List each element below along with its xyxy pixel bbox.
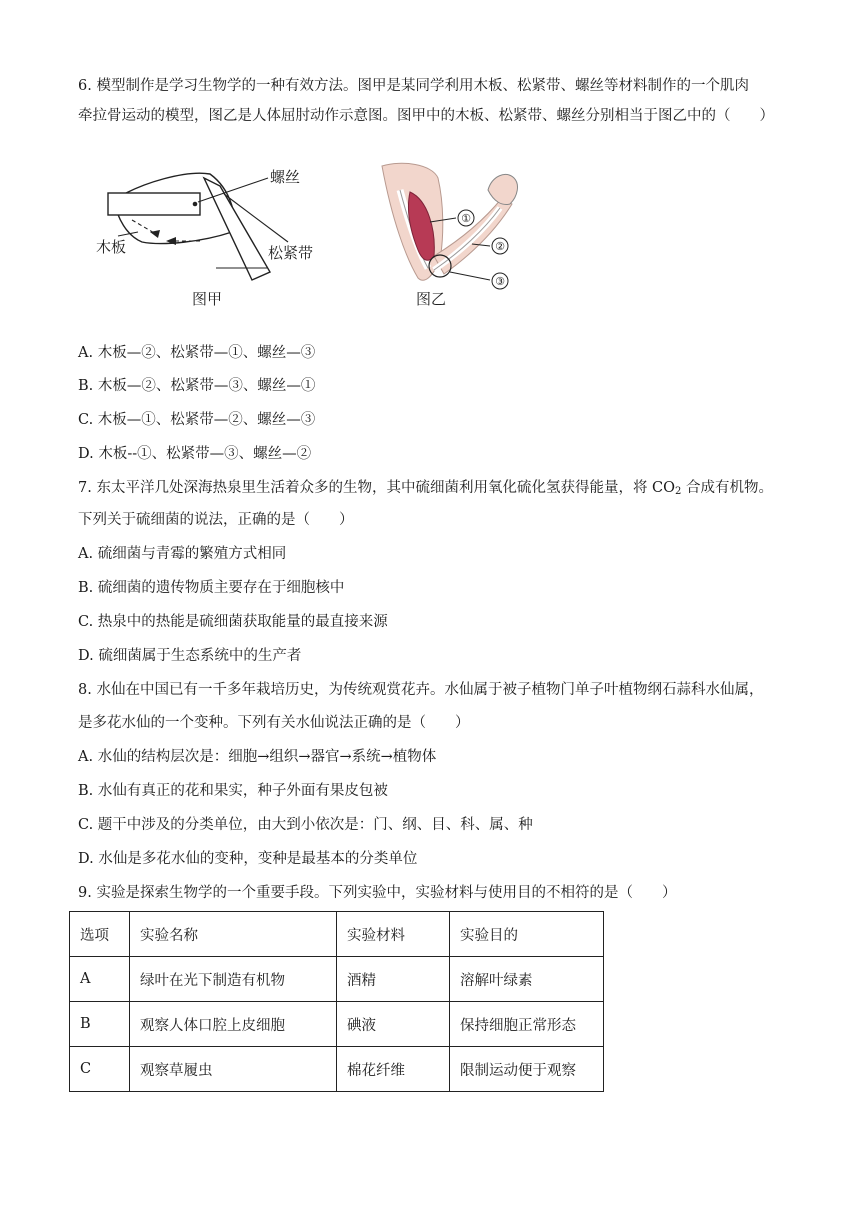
q6-option-d[interactable]: D. 木板--①、松紧带—③、螺丝—② — [78, 446, 312, 462]
q7-stem-line2: 下列关于硫细菌的说法，正确的是（ ） — [78, 512, 354, 528]
table-cell: 观察草履虫 — [130, 1047, 337, 1092]
figure-a-label-board: 木板 — [96, 238, 127, 256]
marker-3: ③ — [495, 275, 505, 288]
table-cell: 保持细胞正常形态 — [450, 1002, 604, 1047]
figure-b-caption: 图乙 — [416, 290, 447, 308]
q6-option-c[interactable]: C. 木板—①、松紧带—②、螺丝—③ — [78, 412, 316, 428]
q6-option-a[interactable]: A. 木板—②、松紧带—①、螺丝—③ — [78, 345, 316, 361]
table-cell: A — [70, 957, 130, 1002]
table-cell: 溶解叶绿素 — [450, 957, 604, 1002]
table-header-row — [70, 912, 604, 957]
q7-option-b[interactable]: B. 硫细菌的遗传物质主要存在于细胞核中 — [78, 580, 345, 596]
screw-dot — [193, 202, 198, 207]
experiment-table — [69, 911, 604, 1092]
figure-a-model — [92, 160, 332, 310]
board-diagonal — [204, 178, 270, 280]
table-header: 实验材料 — [337, 912, 450, 957]
figure-a-label-screw: 螺丝 — [270, 168, 301, 186]
q8-stem-line2: 是多花水仙的一个变种。下列有关水仙说法正确的是（ ） — [78, 715, 470, 731]
table-row — [70, 1002, 604, 1047]
table-cell: C — [70, 1047, 130, 1092]
marker-2: ② — [495, 240, 505, 253]
q8-stem-line1: 8. 水仙在中国已有一千多年栽培历史，为传统观赏花卉。水仙属于被子植物门单子叶植物纲石蒜科水仙属， — [78, 682, 764, 698]
q9-stem-line1: 9. 实验是探索生物学的一个重要手段。下列实验中，实验材料与使用目的不相符的是（ ） — [78, 885, 677, 901]
q7-option-a[interactable]: A. 硫细菌与青霉的繁殖方式相同 — [78, 546, 287, 562]
table-cell: 绿叶在光下制造有机物 — [130, 957, 337, 1002]
q8-option-b[interactable]: B. 水仙有真正的花和果实，种子外面有果皮包被 — [78, 783, 388, 799]
table-cell: 碘液 — [337, 1002, 450, 1047]
q6-stem-line1: 6. 模型制作是学习生物学的一种有效方法。图甲是某同学利用木板、松紧带、螺丝等材料制作的一个肌肉 — [78, 78, 749, 94]
table-row — [70, 1047, 604, 1092]
table-cell: 酒精 — [337, 957, 450, 1002]
q7-option-c[interactable]: C. 热泉中的热能是硫细菌获取能量的最直接来源 — [78, 614, 388, 630]
figure-a-label-band: 松紧带 — [268, 244, 314, 262]
q8-option-a[interactable]: A. 水仙的结构层次是：细胞→组织→器官→系统→植物体 — [78, 749, 437, 765]
table-header: 实验名称 — [130, 912, 337, 957]
table-cell: 观察人体口腔上皮细胞 — [130, 1002, 337, 1047]
table-header: 选项 — [70, 912, 130, 957]
q8-option-c[interactable]: C. 题干中涉及的分类单位，由大到小依次是：门、纲、目、科、属、种 — [78, 817, 533, 833]
figure-b-arm — [372, 160, 532, 310]
q7-stem-line1: 7. 东太平洋几处深海热泉里生活着众多的生物，其中硫细菌利用氧化硫化氢获得能量，将 $CO_2$ 合成有机物。 — [78, 480, 774, 497]
q8-option-d[interactable]: D. 水仙是多花水仙的变种，变种是最基本的分类单位 — [78, 851, 418, 867]
table-cell: 限制运动便于观察 — [450, 1047, 604, 1092]
table-header: 实验目的 — [450, 912, 604, 957]
table-cell: B — [70, 1002, 130, 1047]
q6-option-b[interactable]: B. 木板—②、松紧带—③、螺丝—① — [78, 378, 316, 394]
q7-option-d[interactable]: D. 硫细菌属于生态系统中的生产者 — [78, 648, 302, 664]
board-horizontal — [108, 193, 200, 215]
q6-stem-line2: 牵拉骨运动的模型，图乙是人体屈肘动作示意图。图甲中的木板、松紧带、螺丝分别相当于图乙中的（ ） — [78, 108, 774, 124]
figure-a-caption: 图甲 — [192, 290, 223, 308]
table-cell: 棉花纤维 — [337, 1047, 450, 1092]
marker-1: ① — [461, 212, 471, 225]
table-row — [70, 957, 604, 1002]
